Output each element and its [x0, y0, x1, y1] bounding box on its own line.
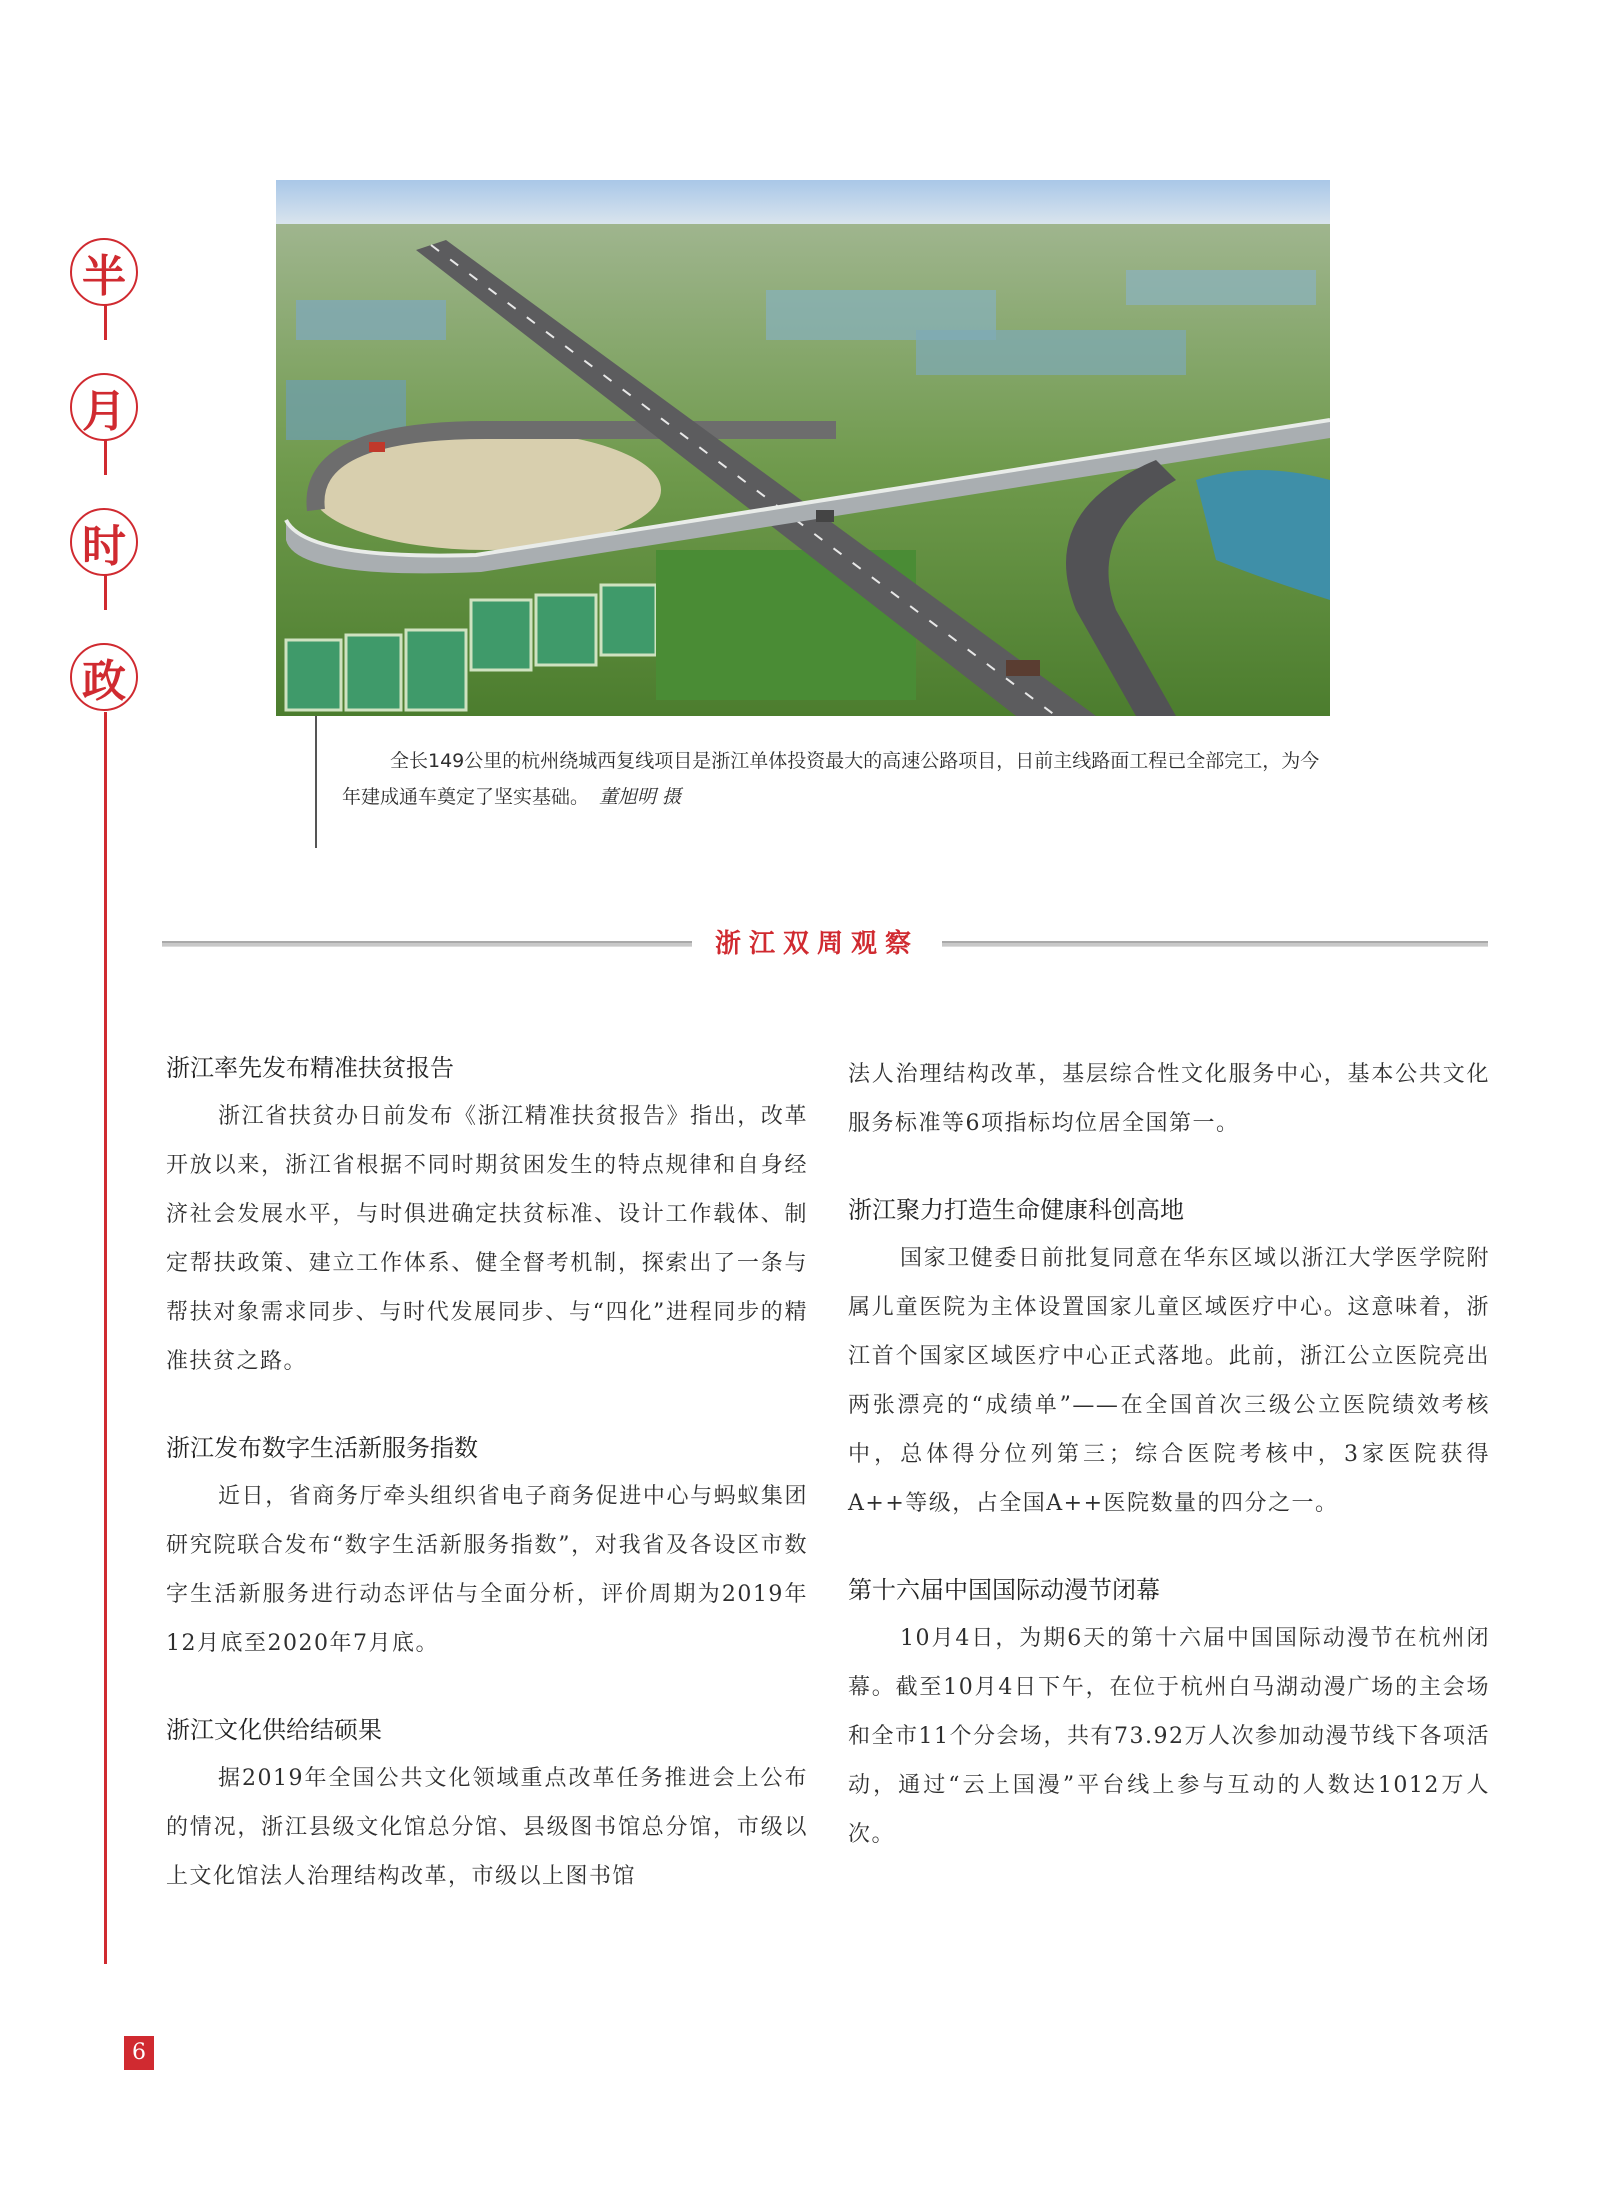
article: [166, 1048, 808, 1386]
article-title: 浙江聚力打造生命健康科创高地: [848, 1196, 1184, 1224]
article-column-right: [848, 1050, 1490, 1901]
article-title: 浙江率先发布精准扶贫报告: [166, 1054, 454, 1082]
rail-connector: [104, 300, 107, 340]
article: [166, 1428, 808, 1668]
rail-connector: [104, 570, 107, 610]
page-number: 6: [124, 2036, 154, 2070]
article-title: 浙江发布数字生活新服务指数: [166, 1434, 478, 1462]
article: [848, 1190, 1490, 1528]
column-title-char: 政: [70, 643, 138, 711]
column-rail-line: [104, 712, 107, 1964]
article-continuation: [848, 1050, 1490, 1148]
article-title: 第十六届中国国际动漫节闭幕: [848, 1576, 1160, 1604]
header-rule-left: [162, 941, 692, 947]
caption-rule: [315, 716, 317, 848]
article-body: 近日，省商务厅牵头组织省电子商务促进中心与蚂蚁集团研究院联合发布“数字生活新服务指数”，对我省及各设区市数字生活新服务进行动态评估与全面分析，评价周期为2019年12月底至2020年7月底。: [166, 1484, 808, 1656]
article: [848, 1570, 1490, 1859]
section-header: [162, 920, 1488, 968]
article-body: 法人治理结构改革，基层综合性文化服务中心，基本公共文化服务标准等6项指标均位居全国第一。: [848, 1062, 1490, 1136]
article-body: 国家卫健委日前批复同意在华东区域以浙江大学医学院附属儿童医院为主体设置国家儿童区域医疗中心。这意味着，浙江首个国家区域医疗中心正式落地。此前，浙江公立医院亮出两张漂亮的“成绩单”——在全国首次三级公立医院绩效考核中，总体得分位列第三；综合医院考核中，3家医院获得A++等级，占全国A++医院数量的四分之一。: [848, 1246, 1490, 1516]
article-body: 10月4日，为期6天的第十六届中国国际动漫节在杭州闭幕。截至10月4日下午，在位于杭州白马湖动漫广场的主会场和全市11个分会场，共有73.92万人次参加动漫节线下各项活动，通过“云上国漫”平台线上参与互动的人数达1012万人次。: [848, 1626, 1490, 1847]
column-title-char: 时: [70, 508, 138, 576]
caption-text: 全长149公里的杭州绕城西复线项目是浙江单体投资最大的高速公路项目，日前主线路面工程已全部完工，为今年建成通车奠定了坚实基础。: [342, 750, 1320, 808]
article: [166, 1710, 808, 1901]
photo-caption: [342, 743, 1332, 815]
highway-interchange-photo: [276, 180, 1330, 716]
article-body: 浙江省扶贫办日前发布《浙江精准扶贫报告》指出，改革开放以来，浙江省根据不同时期贫困发生的特点规律和自身经济社会发展水平，与时俱进确定扶贫标准、设计工作载体、制定帮扶政策、建立工作体系、健全督考机制，探索出了一条与帮扶对象需求同步、与时代发展同步、与“四化”进程同步的精准扶贫之路。: [166, 1104, 808, 1374]
article-title: 浙江文化供给结硕果: [166, 1716, 382, 1744]
article-body: 据2019年全国公共文化领域重点改革任务推进会上公布的情况，浙江县级文化馆总分馆、县级图书馆总分馆，市级以上文化馆法人治理结构改革，市级以上图书馆: [166, 1766, 808, 1889]
article-column-left: [166, 1048, 808, 1943]
column-title-char: 半: [70, 238, 138, 306]
section-title: 浙江双周观察: [714, 929, 919, 959]
column-title-char: 月: [70, 373, 138, 441]
photo-credit: 董旭明 摄: [599, 786, 682, 808]
rail-connector: [104, 435, 107, 475]
header-rule-right: [942, 941, 1488, 947]
